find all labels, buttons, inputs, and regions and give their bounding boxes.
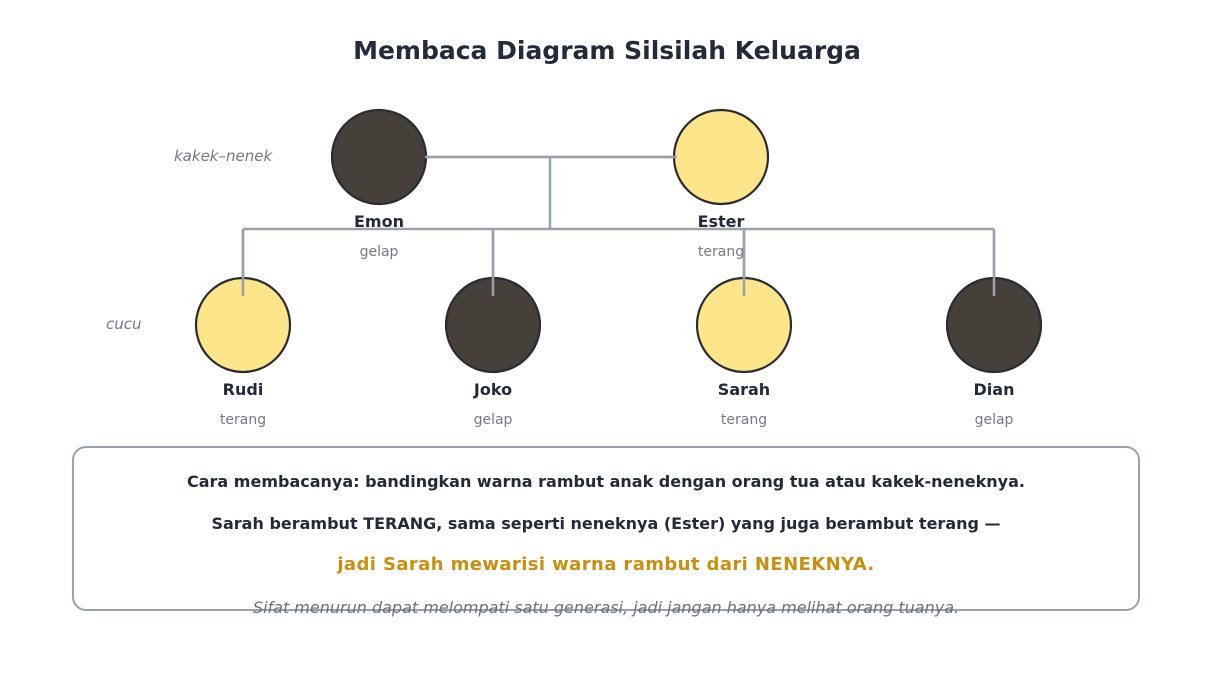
person-node-emon: [332, 110, 426, 204]
node-trait-sarah: terang: [720, 412, 768, 428]
explanation-tip: Sifat menurun dapat melompati satu generasi, jadi jangan hanya melihat orang tuanya.: [252, 598, 960, 617]
diagram-title: Membaca Diagram Silsilah Keluarga: [353, 36, 861, 65]
node-trait-rudi: terang: [219, 412, 267, 428]
explanation-box: [72, 446, 1140, 617]
grandchild-nodes: [196, 278, 1041, 372]
node-name-joko: Joko: [473, 380, 513, 399]
explanation-conclusion: jadi Sarah mewarisi warna rambut dari NENEKNYA.: [337, 554, 875, 575]
node-name-emon: Emon: [354, 212, 404, 231]
explanation-line-1: Cara membacanya: bandingkan warna rambut anak dengan orang tua atau kakek-neneknya.: [187, 472, 1025, 491]
generation-label-grandparents: kakek–nenek: [174, 147, 273, 165]
node-trait-emon: gelap: [359, 244, 399, 260]
node-trait-ester: terang: [697, 244, 745, 260]
person-node-ester: [674, 110, 768, 204]
node-trait-joko: gelap: [473, 412, 513, 428]
generation-label-grandchildren: cucu: [106, 315, 142, 333]
node-name-dian: Dian: [973, 380, 1015, 399]
node-name-ester: Ester: [697, 212, 745, 231]
node-trait-dian: gelap: [974, 412, 1014, 428]
explanation-line-2: Sarah berambut TERANG, sama seperti neneknya (Ester) yang juga berambut terang —: [211, 514, 1001, 533]
node-name-sarah: Sarah: [717, 380, 771, 399]
node-name-rudi: Rudi: [222, 380, 264, 399]
